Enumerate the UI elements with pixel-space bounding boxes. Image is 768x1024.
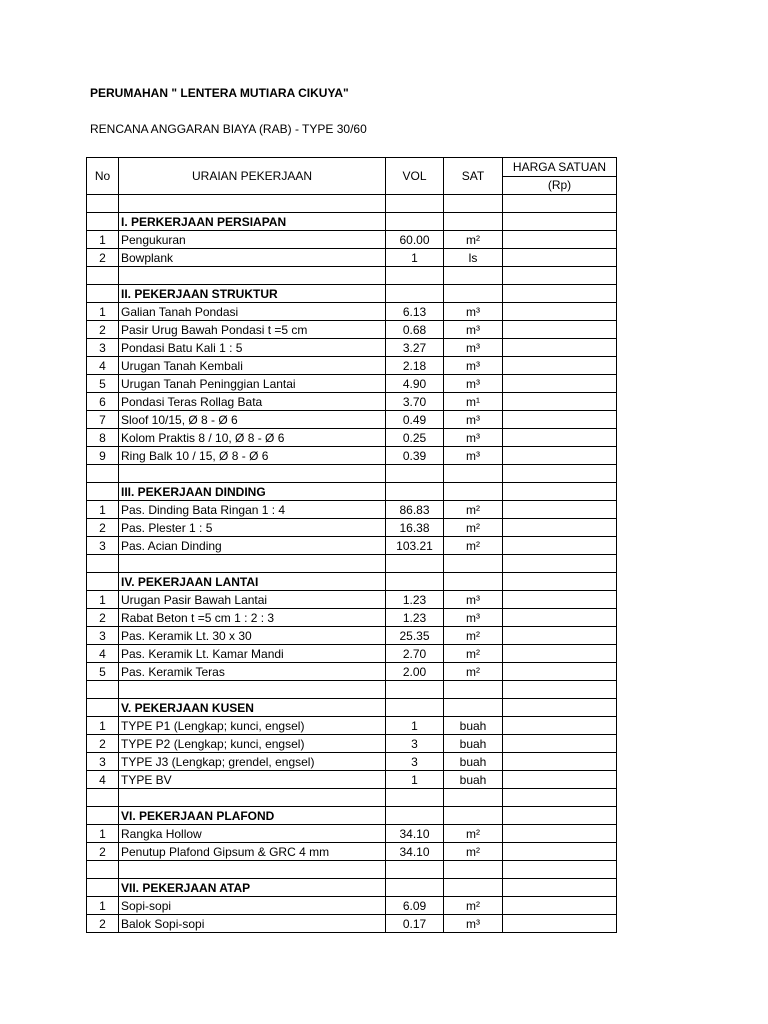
cell-sat: m³ bbox=[444, 915, 503, 933]
cell-desc: Pas. Plester 1 : 5 bbox=[119, 519, 386, 537]
table-row bbox=[87, 897, 617, 915]
cell-harga bbox=[503, 411, 617, 429]
cell-no: 4 bbox=[87, 771, 119, 789]
cell-harga bbox=[503, 681, 617, 699]
cell-no bbox=[87, 681, 119, 699]
cell-no bbox=[87, 285, 119, 303]
cell-harga bbox=[503, 303, 617, 321]
cell-sat: m³ bbox=[444, 303, 503, 321]
cell-sat: m³ bbox=[444, 429, 503, 447]
cell-desc: Pas. Keramik Lt. Kamar Mandi bbox=[119, 645, 386, 663]
cell-no: 2 bbox=[87, 321, 119, 339]
table-row bbox=[87, 411, 617, 429]
cell-sat: buah bbox=[444, 717, 503, 735]
blank-row bbox=[87, 555, 617, 573]
cell-no bbox=[87, 483, 119, 501]
blank-row bbox=[87, 267, 617, 285]
cell-vol: 6.09 bbox=[386, 897, 444, 915]
table-row bbox=[87, 357, 617, 375]
header-vol: VOL bbox=[386, 158, 444, 195]
cell-harga bbox=[503, 375, 617, 393]
cell-sat: m³ bbox=[444, 411, 503, 429]
cell-desc: Rangka Hollow bbox=[119, 825, 386, 843]
cell-vol: 34.10 bbox=[386, 825, 444, 843]
cell-vol bbox=[386, 285, 444, 303]
cell-vol bbox=[386, 681, 444, 699]
cell-harga bbox=[503, 771, 617, 789]
cell-vol bbox=[386, 789, 444, 807]
header-harga-satuan: HARGA SATUAN bbox=[503, 158, 617, 177]
cell-no bbox=[87, 807, 119, 825]
cell-vol: 16.38 bbox=[386, 519, 444, 537]
cell-no bbox=[87, 195, 119, 213]
rab-table bbox=[86, 157, 617, 933]
cell-no bbox=[87, 573, 119, 591]
cell-sat bbox=[444, 195, 503, 213]
table-row bbox=[87, 393, 617, 411]
cell-sat: m² bbox=[444, 627, 503, 645]
cell-sat: m² bbox=[444, 663, 503, 681]
cell-harga bbox=[503, 501, 617, 519]
table-row bbox=[87, 627, 617, 645]
cell-desc: TYPE P1 (Lengkap; kunci, engsel) bbox=[119, 717, 386, 735]
cell-sat bbox=[444, 699, 503, 717]
cell-harga bbox=[503, 195, 617, 213]
header-row bbox=[87, 158, 617, 177]
cell-harga bbox=[503, 285, 617, 303]
cell-desc bbox=[119, 789, 386, 807]
blank-row bbox=[87, 861, 617, 879]
cell-desc bbox=[119, 681, 386, 699]
table-row bbox=[87, 591, 617, 609]
cell-desc: Urugan Tanah Peninggian Lantai bbox=[119, 375, 386, 393]
cell-no: 6 bbox=[87, 393, 119, 411]
cell-vol: 4.90 bbox=[386, 375, 444, 393]
cell-vol: 2.70 bbox=[386, 645, 444, 663]
cell-no: 2 bbox=[87, 249, 119, 267]
cell-harga bbox=[503, 213, 617, 231]
cell-desc: Galian Tanah Pondasi bbox=[119, 303, 386, 321]
cell-harga bbox=[503, 393, 617, 411]
cell-desc: Pas. Dinding Bata Ringan 1 : 4 bbox=[119, 501, 386, 519]
cell-vol bbox=[386, 807, 444, 825]
cell-no: 1 bbox=[87, 825, 119, 843]
cell-no: 3 bbox=[87, 753, 119, 771]
cell-no bbox=[87, 879, 119, 897]
section-title: VII. PEKERJAAN ATAP bbox=[119, 879, 386, 897]
cell-vol: 3.70 bbox=[386, 393, 444, 411]
cell-no: 8 bbox=[87, 429, 119, 447]
cell-harga bbox=[503, 753, 617, 771]
section-row bbox=[87, 699, 617, 717]
cell-sat: m³ bbox=[444, 321, 503, 339]
blank-row bbox=[87, 195, 617, 213]
table-row bbox=[87, 537, 617, 555]
cell-harga bbox=[503, 627, 617, 645]
cell-no: 3 bbox=[87, 627, 119, 645]
cell-harga bbox=[503, 645, 617, 663]
cell-sat: m² bbox=[444, 825, 503, 843]
cell-desc: Pondasi Batu Kali 1 : 5 bbox=[119, 339, 386, 357]
cell-no: 3 bbox=[87, 537, 119, 555]
cell-vol bbox=[386, 879, 444, 897]
table-row bbox=[87, 753, 617, 771]
table-row bbox=[87, 249, 617, 267]
table-row bbox=[87, 303, 617, 321]
cell-no bbox=[87, 861, 119, 879]
cell-vol: 1.23 bbox=[386, 591, 444, 609]
cell-no: 5 bbox=[87, 663, 119, 681]
table-row bbox=[87, 321, 617, 339]
cell-vol bbox=[386, 267, 444, 285]
cell-desc: Pas. Keramik Lt. 30 x 30 bbox=[119, 627, 386, 645]
cell-sat bbox=[444, 213, 503, 231]
cell-sat: m² bbox=[444, 231, 503, 249]
cell-sat: m² bbox=[444, 537, 503, 555]
cell-sat: buah bbox=[444, 735, 503, 753]
cell-sat: ls bbox=[444, 249, 503, 267]
header-rp: (Rp) bbox=[503, 176, 617, 195]
cell-harga bbox=[503, 555, 617, 573]
cell-harga bbox=[503, 843, 617, 861]
cell-harga bbox=[503, 879, 617, 897]
cell-no: 1 bbox=[87, 303, 119, 321]
cell-no: 7 bbox=[87, 411, 119, 429]
cell-no bbox=[87, 213, 119, 231]
cell-harga bbox=[503, 897, 617, 915]
cell-no: 1 bbox=[87, 231, 119, 249]
cell-no: 2 bbox=[87, 735, 119, 753]
cell-sat bbox=[444, 681, 503, 699]
cell-vol: 0.49 bbox=[386, 411, 444, 429]
cell-vol: 0.25 bbox=[386, 429, 444, 447]
cell-vol: 0.17 bbox=[386, 915, 444, 933]
cell-desc bbox=[119, 555, 386, 573]
cell-no: 4 bbox=[87, 645, 119, 663]
cell-desc: Sopi-sopi bbox=[119, 897, 386, 915]
cell-sat bbox=[444, 483, 503, 501]
table-row bbox=[87, 663, 617, 681]
cell-harga bbox=[503, 519, 617, 537]
table-row bbox=[87, 519, 617, 537]
cell-harga bbox=[503, 735, 617, 753]
section-title: I. PERKERJAAN PERSIAPAN bbox=[119, 213, 386, 231]
cell-vol bbox=[386, 195, 444, 213]
cell-no: 3 bbox=[87, 339, 119, 357]
cell-sat bbox=[444, 789, 503, 807]
cell-vol bbox=[386, 555, 444, 573]
cell-vol: 2.18 bbox=[386, 357, 444, 375]
table-row bbox=[87, 825, 617, 843]
document-subtitle: RENCANA ANGGARAN BIAYA (RAB) - TYPE 30/60 bbox=[90, 122, 367, 136]
cell-desc: Pas. Keramik Teras bbox=[119, 663, 386, 681]
cell-desc: TYPE P2 (Lengkap; kunci, engsel) bbox=[119, 735, 386, 753]
cell-harga bbox=[503, 231, 617, 249]
cell-no bbox=[87, 267, 119, 285]
cell-sat bbox=[444, 465, 503, 483]
section-title: VI. PEKERJAAN PLAFOND bbox=[119, 807, 386, 825]
section-row bbox=[87, 573, 617, 591]
cell-vol bbox=[386, 483, 444, 501]
cell-desc: Sloof 10/15, Ø 8 - Ø 6 bbox=[119, 411, 386, 429]
cell-sat: m³ bbox=[444, 447, 503, 465]
cell-harga bbox=[503, 699, 617, 717]
cell-harga bbox=[503, 447, 617, 465]
cell-vol: 6.13 bbox=[386, 303, 444, 321]
cell-sat: m³ bbox=[444, 591, 503, 609]
cell-desc: Urugan Pasir Bawah Lantai bbox=[119, 591, 386, 609]
table-row bbox=[87, 447, 617, 465]
cell-desc bbox=[119, 465, 386, 483]
cell-vol bbox=[386, 573, 444, 591]
cell-vol: 3 bbox=[386, 753, 444, 771]
cell-desc: Ring Balk 10 / 15, Ø 8 - Ø 6 bbox=[119, 447, 386, 465]
cell-no: 5 bbox=[87, 375, 119, 393]
cell-harga bbox=[503, 915, 617, 933]
cell-harga bbox=[503, 609, 617, 627]
blank-row bbox=[87, 465, 617, 483]
cell-vol bbox=[386, 465, 444, 483]
cell-sat bbox=[444, 879, 503, 897]
cell-harga bbox=[503, 663, 617, 681]
cell-sat: m³ bbox=[444, 609, 503, 627]
cell-harga bbox=[503, 483, 617, 501]
cell-sat: m³ bbox=[444, 375, 503, 393]
cell-sat: m² bbox=[444, 843, 503, 861]
cell-harga bbox=[503, 807, 617, 825]
cell-sat: m¹ bbox=[444, 393, 503, 411]
blank-row bbox=[87, 789, 617, 807]
table-row bbox=[87, 915, 617, 933]
cell-desc bbox=[119, 195, 386, 213]
cell-harga bbox=[503, 321, 617, 339]
section-row bbox=[87, 213, 617, 231]
cell-sat bbox=[444, 861, 503, 879]
cell-harga bbox=[503, 789, 617, 807]
section-title: III. PEKERJAAN DINDING bbox=[119, 483, 386, 501]
cell-vol: 3 bbox=[386, 735, 444, 753]
cell-sat bbox=[444, 807, 503, 825]
table-row bbox=[87, 609, 617, 627]
table-row bbox=[87, 429, 617, 447]
cell-sat: m³ bbox=[444, 339, 503, 357]
cell-vol: 0.68 bbox=[386, 321, 444, 339]
cell-vol: 1 bbox=[386, 717, 444, 735]
document-title: PERUMAHAN " LENTERA MUTIARA CIKUYA" bbox=[90, 86, 349, 100]
section-title: II. PEKERJAAN STRUKTUR bbox=[119, 285, 386, 303]
table-row bbox=[87, 843, 617, 861]
section-row bbox=[87, 807, 617, 825]
cell-harga bbox=[503, 465, 617, 483]
table-row bbox=[87, 645, 617, 663]
section-title: V. PEKERJAAN KUSEN bbox=[119, 699, 386, 717]
cell-vol: 60.00 bbox=[386, 231, 444, 249]
cell-desc: Penutup Plafond Gipsum & GRC 4 mm bbox=[119, 843, 386, 861]
cell-no: 1 bbox=[87, 501, 119, 519]
section-row bbox=[87, 879, 617, 897]
cell-no bbox=[87, 789, 119, 807]
cell-no: 1 bbox=[87, 591, 119, 609]
rab-table-body bbox=[87, 158, 617, 933]
cell-sat bbox=[444, 267, 503, 285]
cell-harga bbox=[503, 861, 617, 879]
cell-sat: buah bbox=[444, 753, 503, 771]
cell-no bbox=[87, 555, 119, 573]
cell-harga bbox=[503, 249, 617, 267]
cell-sat: m² bbox=[444, 501, 503, 519]
cell-vol: 1 bbox=[386, 249, 444, 267]
cell-desc: Balok Sopi-sopi bbox=[119, 915, 386, 933]
cell-desc: Kolom Praktis 8 / 10, Ø 8 - Ø 6 bbox=[119, 429, 386, 447]
table-row bbox=[87, 231, 617, 249]
section-row bbox=[87, 285, 617, 303]
cell-desc bbox=[119, 267, 386, 285]
cell-desc: Pengukuran bbox=[119, 231, 386, 249]
header-sat: SAT bbox=[444, 158, 503, 195]
cell-no: 2 bbox=[87, 915, 119, 933]
section-title: IV. PEKERJAAN LANTAI bbox=[119, 573, 386, 591]
cell-sat bbox=[444, 573, 503, 591]
cell-sat: m² bbox=[444, 645, 503, 663]
header-no: No bbox=[87, 158, 119, 195]
cell-no bbox=[87, 699, 119, 717]
cell-desc: Urugan Tanah Kembali bbox=[119, 357, 386, 375]
cell-harga bbox=[503, 357, 617, 375]
cell-desc: Pas. Acian Dinding bbox=[119, 537, 386, 555]
table-row bbox=[87, 717, 617, 735]
cell-desc: Bowplank bbox=[119, 249, 386, 267]
cell-vol bbox=[386, 213, 444, 231]
table-row bbox=[87, 771, 617, 789]
cell-no: 1 bbox=[87, 897, 119, 915]
cell-sat: m³ bbox=[444, 357, 503, 375]
cell-desc: TYPE BV bbox=[119, 771, 386, 789]
cell-harga bbox=[503, 717, 617, 735]
cell-vol: 1 bbox=[386, 771, 444, 789]
cell-vol: 25.35 bbox=[386, 627, 444, 645]
cell-harga bbox=[503, 825, 617, 843]
table-row bbox=[87, 735, 617, 753]
cell-harga bbox=[503, 537, 617, 555]
table-row bbox=[87, 339, 617, 357]
cell-vol: 86.83 bbox=[386, 501, 444, 519]
cell-desc: Pondasi Teras Rollag Bata bbox=[119, 393, 386, 411]
cell-vol bbox=[386, 699, 444, 717]
cell-vol: 103.21 bbox=[386, 537, 444, 555]
header-uraian: URAIAN PEKERJAAN bbox=[119, 158, 386, 195]
cell-no: 4 bbox=[87, 357, 119, 375]
cell-harga bbox=[503, 591, 617, 609]
cell-harga bbox=[503, 429, 617, 447]
cell-harga bbox=[503, 339, 617, 357]
cell-desc: Pasir Urug Bawah Pondasi t =5 cm bbox=[119, 321, 386, 339]
cell-desc: TYPE J3 (Lengkap; grendel, engsel) bbox=[119, 753, 386, 771]
cell-harga bbox=[503, 267, 617, 285]
cell-vol: 2.00 bbox=[386, 663, 444, 681]
cell-sat: buah bbox=[444, 771, 503, 789]
cell-vol: 34.10 bbox=[386, 843, 444, 861]
cell-vol: 0.39 bbox=[386, 447, 444, 465]
section-row bbox=[87, 483, 617, 501]
cell-desc bbox=[119, 861, 386, 879]
cell-desc: Rabat Beton t =5 cm 1 : 2 : 3 bbox=[119, 609, 386, 627]
cell-vol: 3.27 bbox=[386, 339, 444, 357]
table-row bbox=[87, 501, 617, 519]
cell-no: 2 bbox=[87, 609, 119, 627]
cell-sat bbox=[444, 285, 503, 303]
cell-no: 2 bbox=[87, 843, 119, 861]
cell-no: 9 bbox=[87, 447, 119, 465]
blank-row bbox=[87, 681, 617, 699]
cell-sat: m² bbox=[444, 897, 503, 915]
cell-no bbox=[87, 465, 119, 483]
cell-harga bbox=[503, 573, 617, 591]
cell-no: 2 bbox=[87, 519, 119, 537]
table-row bbox=[87, 375, 617, 393]
cell-vol: 1.23 bbox=[386, 609, 444, 627]
cell-sat bbox=[444, 555, 503, 573]
cell-sat: m² bbox=[444, 519, 503, 537]
cell-vol bbox=[386, 861, 444, 879]
cell-no: 1 bbox=[87, 717, 119, 735]
